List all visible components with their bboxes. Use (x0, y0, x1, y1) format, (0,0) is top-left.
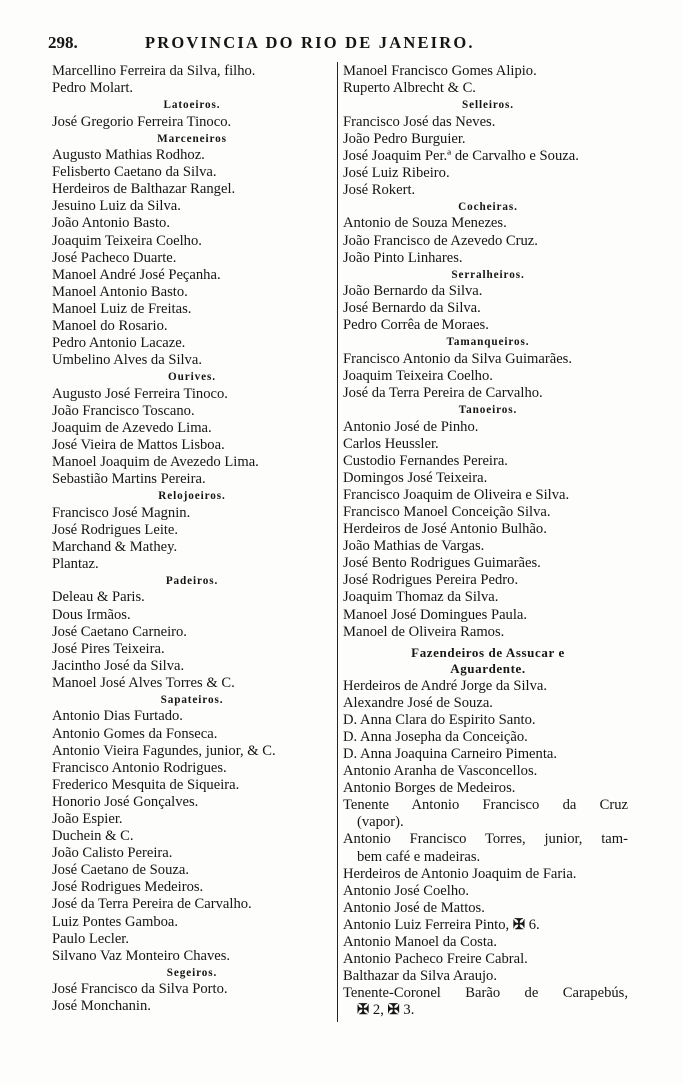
list-item: Umbelino Alves da Silva. (52, 352, 202, 369)
list-item: Francisco Antonio Rodrigues. (52, 759, 227, 776)
list-item: Pedro Antonio Lacaze. (52, 335, 186, 352)
list-item: Francisco José Magnin. (52, 504, 191, 521)
list-item: José Caetano de Souza. (52, 862, 189, 879)
list-item: João Francisco de Azevedo Cruz. (343, 232, 538, 249)
list-item: Pedro Molart. (52, 80, 134, 97)
list-item: D. Anna Joaquina Carneiro Pimenta. (343, 745, 557, 762)
list-item: Frederico Mesquita de Siqueira. (52, 776, 240, 793)
list-item: Silvano Vaz Monteiro Chaves. (52, 947, 231, 964)
column-divider (337, 62, 338, 1022)
list-item: João Mathias de Vargas. (343, 538, 485, 555)
list-item: Augusto José Ferreira Tinoco. (52, 385, 228, 402)
list-item: João Pedro Burguier. (343, 130, 466, 147)
list-item: Antonio de Souza Menezes. (343, 215, 507, 232)
list-item: Herdeiros de José Antonio Bulhão. (343, 521, 547, 538)
list-item: Antonio Vieira Fagundes, junior, & C. (52, 742, 276, 759)
section-heading-fazendeiros: Fazendeiros de Assucar e (411, 644, 565, 660)
list-item: João Pinto Linhares. (343, 249, 463, 266)
list-item: Manoel José Domingues Paula. (343, 606, 528, 623)
order-number: 6. (528, 916, 540, 933)
list-item: José Rokert. (343, 181, 416, 198)
order-cross-icon: ✠ (512, 916, 526, 933)
list-item: Francisco Joaquim de Oliveira e Silva. (343, 486, 570, 503)
list-item: Ruperto Albrecht & C. (343, 80, 476, 97)
list-item: Tenente Antonio Francisco da Cruz (343, 797, 628, 814)
list-item: Antonio Gomes da Fonseca. (52, 725, 218, 742)
list-item: José Bernardo da Silva. (343, 300, 481, 317)
section-heading-segeiros: Segeiros. (166, 966, 218, 979)
list-item: Marcellino Ferreira da Silva, filho. (52, 63, 256, 79)
list-item: Alexandre José de Souza. (343, 694, 493, 711)
page-header (40, 33, 640, 55)
list-item: Joaquim Thomaz da Silva. (343, 589, 499, 606)
list-item: José da Terra Pereira de Carvalho. (343, 385, 543, 402)
list-item: José Pacheco Duarte. (52, 249, 177, 266)
list-item: José Francisco da Silva Porto. (52, 981, 228, 998)
list-item: D. Anna Clara do Espirito Santo. (343, 711, 536, 728)
order-cross-icon: ✠ (357, 1002, 370, 1019)
list-item: Balthazar da Silva Araujo. (343, 968, 497, 985)
list-item: Augusto Mathias Rodhoz. (52, 147, 205, 164)
list-item: Manoel Antonio Basto. (52, 283, 188, 300)
order-number: 2, (372, 1002, 384, 1019)
list-item-continuation (343, 1002, 633, 1019)
list-item: José Gregorio Ferreira Tinoco. (52, 113, 232, 130)
list-item: Honorio José Gonçalves. (52, 793, 199, 810)
list-item: Jacintho José da Silva. (52, 657, 185, 674)
list-item: José da Terra Pereira de Carvalho. (52, 896, 252, 913)
list-item: João Calisto Pereira. (52, 845, 173, 862)
list-item: José Joaquim Per.ª de Carvalho e Souza. (343, 147, 579, 164)
section-heading-latoeiros: Latoeiros. (163, 99, 221, 112)
list-item: Joaquim de Azevedo Lima. (52, 419, 212, 436)
section-heading-selleiros: Selleiros. (462, 99, 514, 112)
list-item: Marchand & Mathey. (52, 538, 178, 555)
section-heading-cocheiras: Cocheiras. (458, 201, 518, 214)
list-item: Antonio José de Mattos. (343, 899, 485, 916)
list-item: Joaquim Teixeira Coelho. (343, 367, 493, 384)
list-item: Plantaz. (52, 555, 99, 572)
list-item: Paulo Lecler. (52, 930, 129, 947)
section-heading-fazendeiros-line2: Aguardente. (450, 661, 526, 677)
list-item: José Luiz Ribeiro. (343, 164, 450, 181)
section-heading-serralheiros: Serralheiros. (451, 268, 525, 281)
list-item: Manoel do Rosario. (52, 318, 168, 335)
list-item: Manoel André José Peçanha. (52, 266, 221, 283)
list-item: Antonio Aranha de Vasconcellos. (343, 763, 538, 780)
list-item: Deleau & Paris. (52, 589, 145, 606)
list-item: José Rodrigues Medeiros. (52, 879, 204, 896)
list-item: Duchein & C. (52, 828, 134, 845)
list-item-continuation: (vapor). (357, 814, 404, 831)
list-item: Manoel Luiz de Freitas. (52, 300, 192, 317)
list-item: João Francisco Toscano. (52, 402, 195, 419)
list-item: João Antonio Basto. (52, 215, 170, 232)
list-item: Dous Irmãos. (52, 606, 131, 623)
list-item: Antonio José de Pinho. (343, 418, 479, 435)
left-column (52, 63, 332, 1015)
list-item: Manoel José Alves Torres & C. (52, 674, 235, 691)
list-item: Luiz Pontes Gamboa. (52, 913, 179, 930)
section-heading-marceneiros: Marceneiros (157, 132, 227, 145)
list-item: Herdeiros de André Jorge da Silva. (343, 677, 547, 694)
list-item: Francisco Manoel Conceição Silva. (343, 504, 551, 520)
list-item-text: Antonio Luiz Ferreira Pinto, (343, 916, 510, 933)
list-item: José Caetano Carneiro. (52, 623, 187, 640)
list-item: Antonio Pacheco Freire Cabral. (343, 951, 528, 968)
list-item: Antonio Dias Furtado. (52, 708, 183, 725)
list-item: Domingos José Teixeira. (343, 469, 488, 486)
list-item: Manoel Francisco Gomes Alipio. (343, 63, 537, 79)
order-number: 3. (403, 1002, 415, 1019)
list-item: Herdeiros de Antonio Joaquim de Faria. (343, 865, 577, 882)
section-heading-sapateiros: Sapateiros. (160, 694, 224, 707)
list-item: Manoel de Oliveira Ramos. (343, 623, 505, 640)
list-item: Antonio Francisco Torres, junior, tam- (343, 831, 628, 848)
list-item: Francisco Antonio da Silva Guimarães. (343, 350, 572, 367)
list-item-continuation: bem café e madeiras. (357, 848, 481, 865)
order-cross-icon: ✠ (387, 1002, 400, 1019)
right-column (343, 63, 633, 1019)
list-item: Pedro Corrêa de Moraes. (343, 317, 489, 334)
list-item: Manoel Joaquim de Avezedo Lima. (52, 454, 259, 471)
list-item: José Vieira de Mattos Lisboa. (52, 437, 225, 453)
section-heading-tamanqueiros: Tamanqueiros. (446, 336, 530, 349)
list-item (343, 917, 633, 934)
list-item: D. Anna Josepha da Conceição. (343, 728, 528, 745)
list-item: Sebastião Martins Pereira. (52, 471, 206, 488)
list-item: João Bernardo da Silva. (343, 283, 483, 300)
list-item: Joaquim Teixeira Coelho. (52, 232, 202, 249)
list-item: Antonio Borges de Medeiros. (343, 780, 516, 797)
list-item: Herdeiros de Balthazar Rangel. (52, 181, 236, 198)
list-item: João Espier. (52, 811, 123, 827)
list-item: Tenente-Coronel Barão de Carapebús, (343, 985, 628, 1002)
list-item: Felisberto Caetano da Silva. (52, 164, 217, 181)
section-heading-tanoeiros: Tanoeiros. (458, 404, 518, 417)
list-item: Carlos Heussler. (343, 435, 439, 452)
list-item: José Pires Teixeira. (52, 640, 165, 657)
list-item: Francisco José das Neves. (343, 113, 496, 130)
section-heading-padeiros: Padeiros. (165, 575, 219, 588)
section-heading-ourives: Ourives. (168, 371, 216, 384)
list-item: Jesuino Luiz da Silva. (52, 198, 181, 215)
page-title: PROVINCIA DO RIO DE JANEIRO. (145, 33, 475, 52)
list-item: Antonio José Coelho. (343, 882, 470, 899)
list-item: José Rodrigues Pereira Pedro. (343, 572, 519, 589)
list-item: José Rodrigues Leite. (52, 521, 179, 538)
list-item: Antonio Manoel da Costa. (343, 933, 498, 950)
list-item: Custodio Fernandes Pereira. (343, 452, 508, 469)
section-heading-relojoeiros: Relojoeiros. (158, 490, 226, 503)
list-item: José Bento Rodrigues Guimarães. (343, 555, 541, 572)
list-item: José Monchanin. (52, 998, 151, 1015)
page-number: 298. (48, 33, 78, 52)
